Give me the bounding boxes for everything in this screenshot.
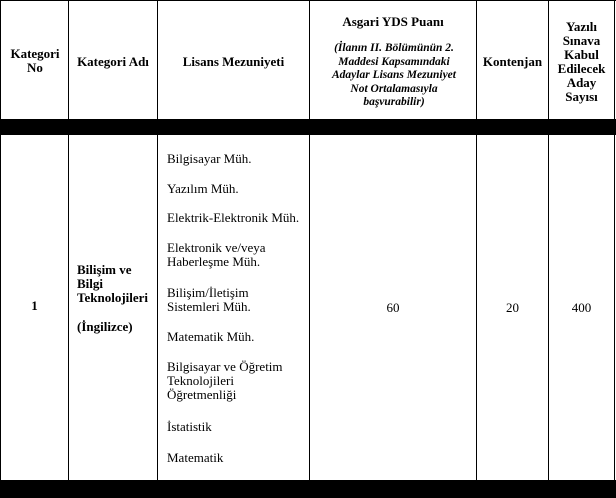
header-accepted-line-4: Edilecek [557,61,606,76]
category-name-line-2: Bilgi [77,276,104,291]
program-item [167,360,283,402]
row-category-no-text: 1 [31,298,38,313]
program-item [167,330,254,344]
program-item [167,211,299,225]
table-left-border [0,0,1,498]
program-line: İstatistik [167,419,212,434]
header-separator-band [0,119,616,135]
column-divider-3 [309,0,310,498]
column-divider-2 [157,0,158,498]
row-quota-text: 20 [506,299,519,315]
header-undergrad-text: Lisans Mezuniyeti [182,54,285,69]
row-quota [477,298,548,316]
program-line: Elektronik ve/veya [167,240,266,255]
row-category-no [1,296,68,316]
program-item [167,286,251,314]
program-item [167,241,266,269]
column-divider-1 [68,0,69,498]
category-language-text: (İngilizce) [77,319,133,334]
program-item [167,451,223,465]
row-yds-score-text: 60 [386,299,400,315]
header-yds-note-text: (İlanın II. Bölümünün 2. Maddesi Kapsamındaki Adaylar Lisans Mezuniyet Not Ortalamasıyla başvurabilir) [332,42,456,109]
header-category-no [6,40,64,82]
program-line: Haberleşme Müh. [167,254,261,269]
table-top-border [0,0,616,1]
program-item [167,152,252,166]
program-line: Matematik Müh. [167,329,255,344]
header-accepted-count [549,14,614,110]
header-accepted-line-3: Kabul [564,47,599,62]
program-line: Bilgisayar Müh. [167,151,252,166]
footer-separator-band [0,480,616,498]
row-accepted-count [549,298,614,316]
program-line: Bilişim/İletişim [167,285,249,300]
header-accepted-line-6: Sayısı [565,89,598,104]
row-category-language [77,320,133,334]
row-yds-score [310,298,476,316]
row-category-name [77,263,148,305]
program-line: Matematik [167,450,224,465]
header-category-name [69,50,157,74]
program-item [167,420,212,434]
category-name-line-1: Bilişim ve [77,262,132,277]
header-yds-title [310,12,476,32]
header-category-name-text: Kategori Adı [77,54,149,69]
header-accepted-line-5: Aday [566,75,597,90]
header-yds-note [322,42,466,109]
program-line: Öğretmenliği [167,387,237,402]
header-yds-title-text: Asgari YDS Puanı [342,14,444,29]
program-item [167,182,239,196]
header-quota-text: Kontenjan [482,54,543,69]
table-right-border [614,0,615,498]
header-accepted-line-2: Sınava [562,33,601,48]
program-line: Sistemleri Müh. [167,299,251,314]
program-line: Elektrik-Elektronik Müh. [167,210,300,225]
header-category-no-text: Kategori No [10,46,60,75]
program-line: Yazılım Müh. [167,181,239,196]
column-divider-4 [476,0,477,498]
program-line: Teknolojileri [167,373,234,388]
category-name-line-3: Teknolojileri [77,290,149,305]
header-undergrad [158,50,309,74]
program-line: Bilgisayar ve Öğretim [167,359,283,374]
header-accepted-line-1: Yazılı [565,19,598,34]
header-quota [477,50,548,74]
row-accepted-count-text: 400 [571,299,592,315]
